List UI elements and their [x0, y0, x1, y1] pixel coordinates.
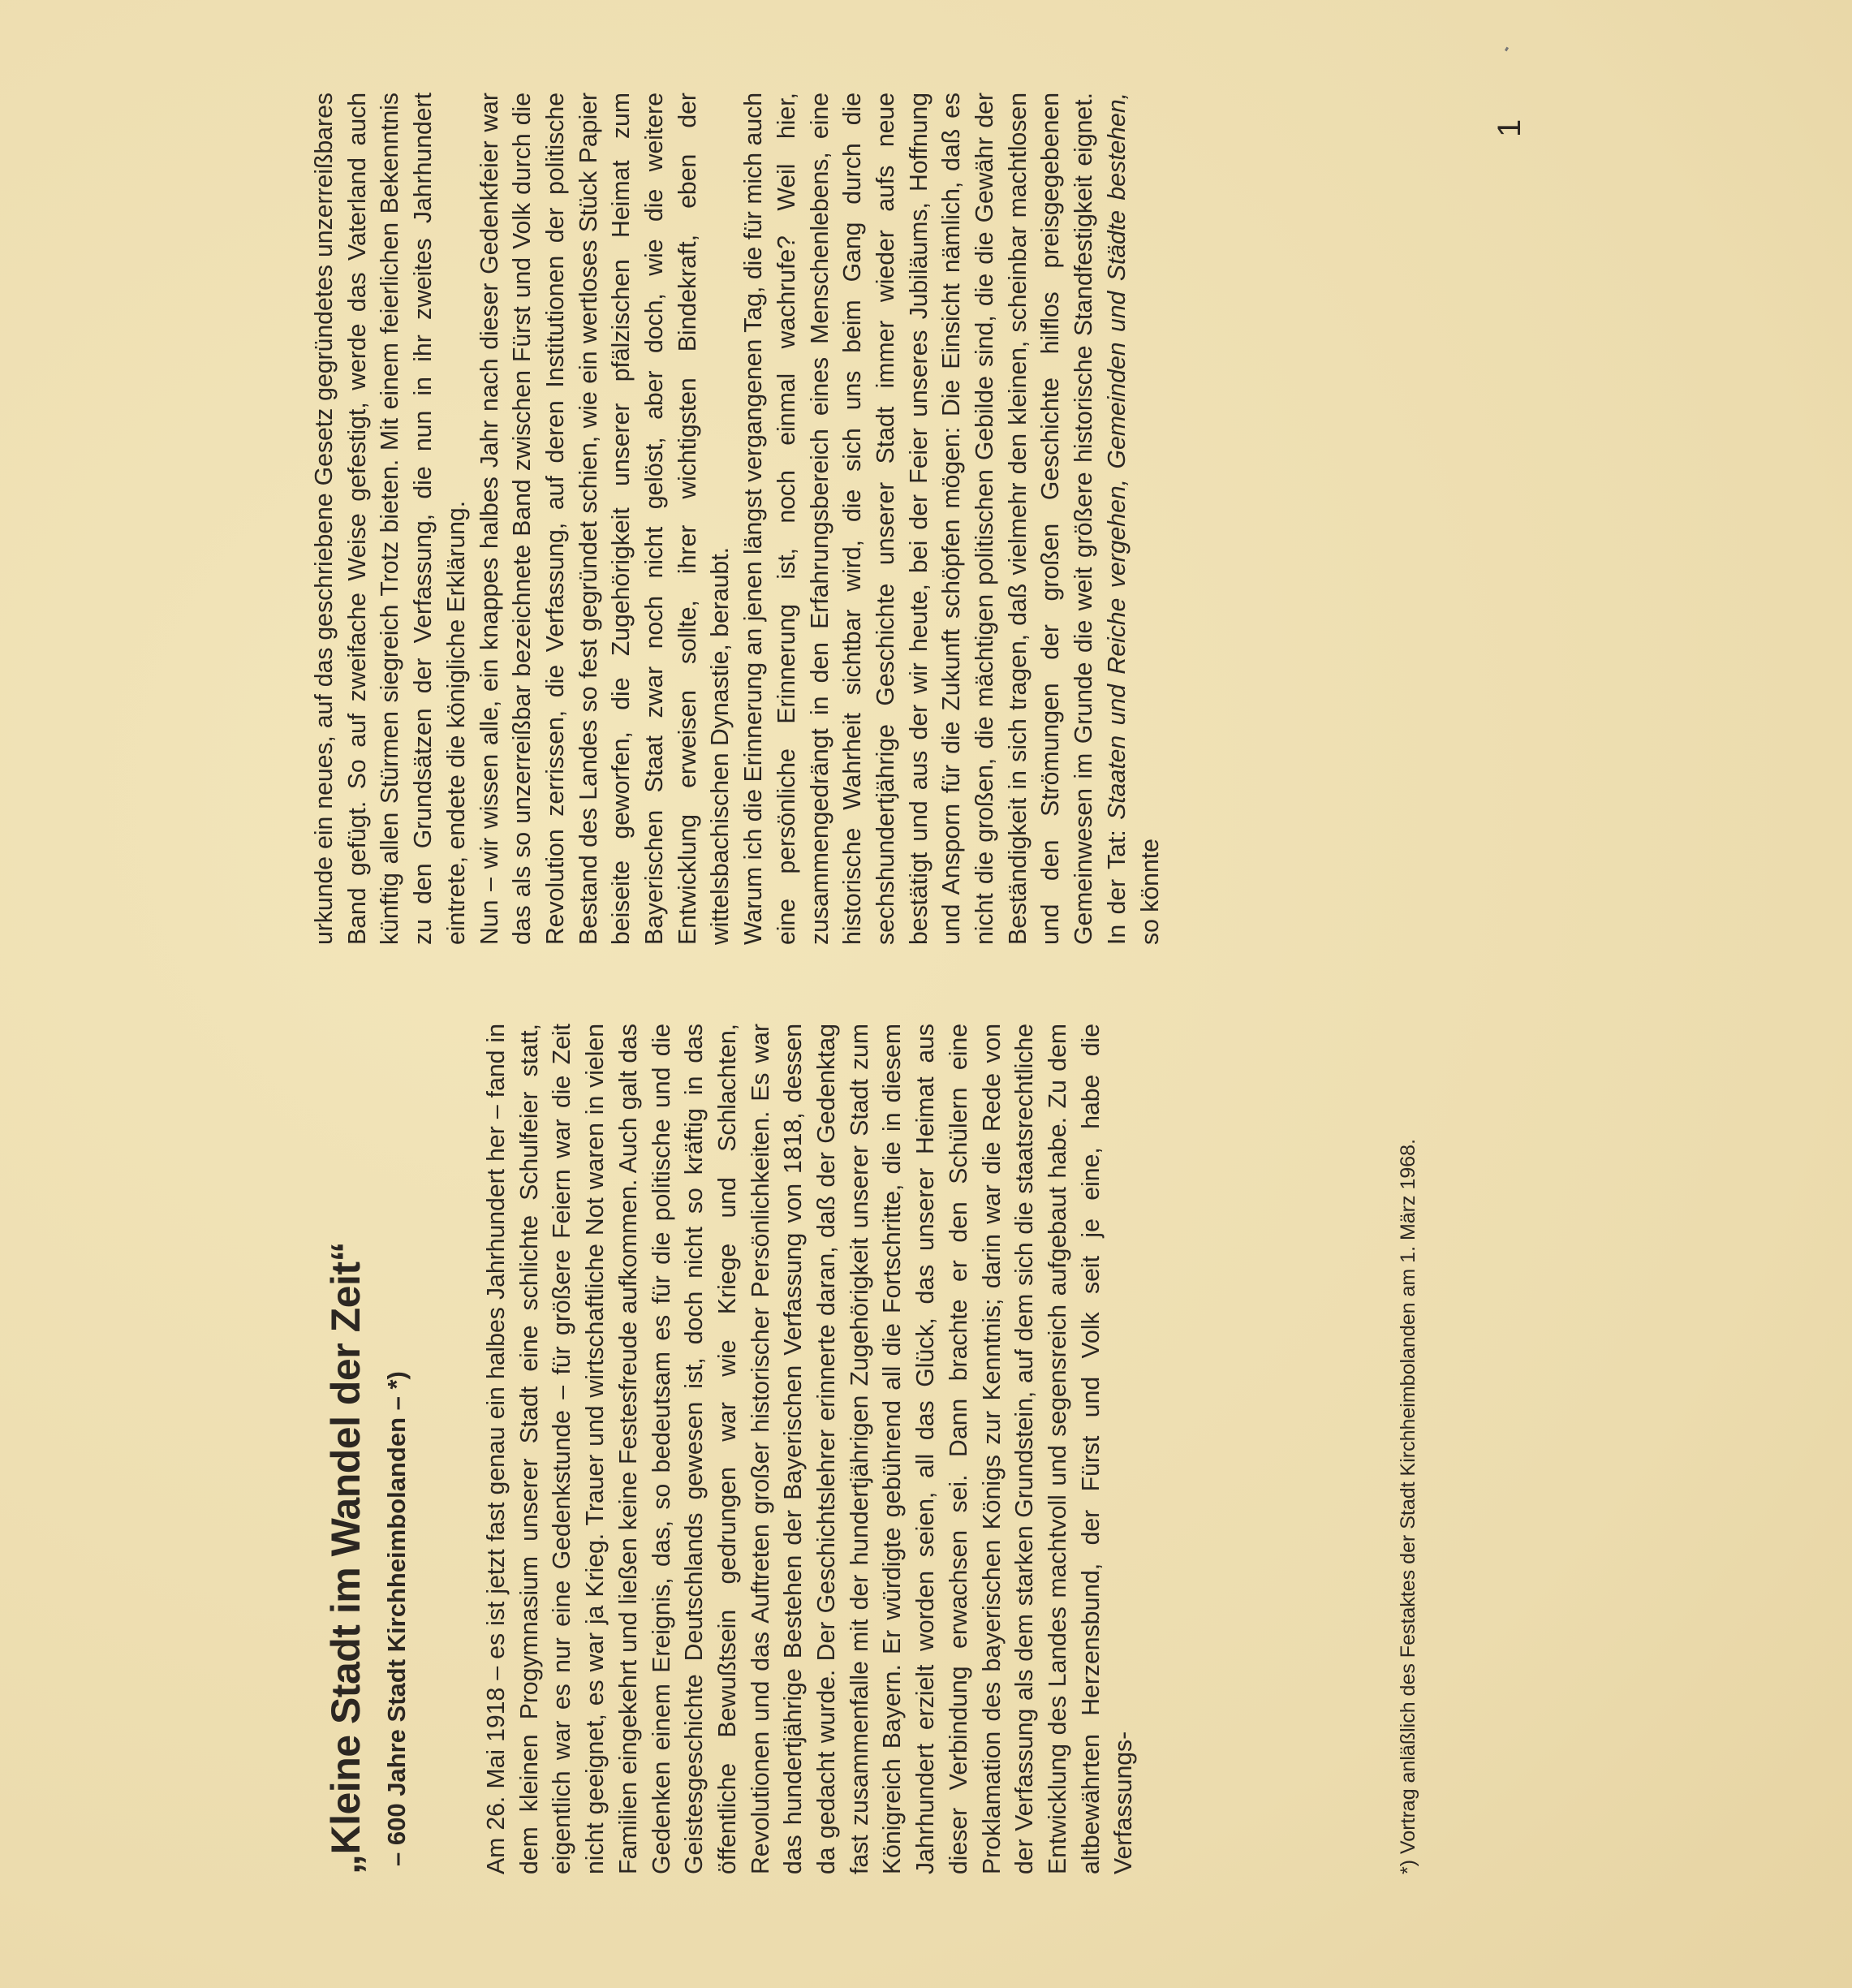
paragraph-text-end: so könnte: [1136, 839, 1164, 945]
paragraph: Am 26. Mai 1918 – es ist jetzt fast genau ein halbes Jahrhundert her – fand in dem kleinen Progymnasium unserer Stadt eine schlichte Schulfeier statt, eigentlich war es nur eine Gedenkstunde – für größere Feiern war die Zeit nicht geeignet, es war ja Krieg. Trauer und wirtschaftliche Not waren in vielen Familien eingekehrt und ließen keine Festesfreude aufkommen. Auch galt das Gedenken einem Ereignis, das, so bedeutsam es für die politische und die Geistesgeschichte Deutschlands gewesen ist, doch nicht so kräftig in das öffentliche Bewußtsein gedrungen war wie Kriege und Schlachten, Revolutionen und das Auftreten großer historischer Persönlichkeiten. Es war das hundertjährige Bestehen der Bayerischen Verfassung von 1818, dessen da gedacht wurde. Der Geschichtslehrer erinnerte daran, daß der Gedenktag fast zusammenfalle mit der hundertjährigen Zugehörigkeit unserer Stadt zum Königreich Bayern. Er würdigte gebührend all die Fortschritte, die in diesem Jahrhundert erzielt worden seien, all das Glück, das unserer Heimat aus dieser Verbindung erwachsen sei. Dann brachte er den Schülern eine Proklamation des bayerischen Königs zur Kenntnis; darin war die Rede von der Verfassung als dem starken Grundstein, auf dem sich die staatsrechtliche Entwicklung des Landes machtvoll und segensreich aufgebaut habe. Zu dem altbewährten Herzensbund, der Fürst und Volk seit je eine, habe die Verfassungs-: [483, 1024, 1138, 1874]
paragraph: Nun – wir wissen alle, ein knappes halbes Jahr nach dieser Gedenkfeier war das als so unzerreißbar bezeichnete Band zwischen Fürst und Volk durch die Revolution zerrissen, die Verfassung, auf deren Institutionen der politische Bestand des Landes so fest gegründet schien, wie ein wertloses Stück Papier beiseite geworfen, die Zugehörigkeit unserer pfälzischen Heimat zum Bayerischen Staat zwar noch nicht gelöst, aber doch, wie die weitere Entwicklung erweisen sollte, ihrer wichtigsten Bindekraft, eben der wittelsbachischen Dynastie, beraubt.: [476, 93, 734, 945]
text-column-right: [308, 93, 1167, 945]
footnote: *) Vortrag anläßlich des Festaktes der Stadt Kirchheimbolanden am 1. März 1968.: [1397, 1138, 1419, 1874]
text-column-left: [480, 1024, 1141, 1874]
paragraph: urkunde ein neues, auf das geschriebene Gesetz gegründetes unzerreißbares Band gefügt. So auf zweifache Weise gefestigt, werde das Vaterland auch künftig allen Stürmen siegreich Trotz bieten. Mit einem feierlichen Bekenntnis zu den Grundsätzen der Verfassung, die nun in ihr zweites Jahrhundert eintrete, endete die königliche Erklärung.: [311, 93, 470, 945]
paragraph: [738, 93, 1167, 945]
page-number: 1: [1492, 119, 1527, 137]
quote-italic: Staaten und Reiche vergehen, Gemeinden und Städte bestehen,: [1103, 92, 1131, 820]
article-subtitle: – 600 Jahre Stadt Kirchheimbolanden – *): [382, 1371, 411, 1866]
paragraph-text: Warum ich die Erinnerung an jenen längst vergangenen Tag, die für mich auch eine persönliche Erinnerung ist, noch einmal wachrufe? Weil hier, zusammengedrängt in den Erfahrungsbereich eines Menschenlebens, eine historische Wahrheit sichtbar wird, die sich uns beim Gang durch die sechshundertjährige Geschichte unserer Stadt immer wieder aufs neue bestätigt und aus der wir heute, bei der Feier unseres Jubiläums, Hoffnung und Ansporn für die Zukunft schöpfen mögen: Die Einsicht nämlich, daß es nicht die großen, die mächtigen politischen Gebilde sind, die die Gewähr der Beständigkeit in sich tragen, daß vielmehr den kleinen, scheinbar machtlosen und den Strömungen der großen Geschichte hilflos preisgegebenen Gemeinwesen im Grunde die weit größere historische Standfestigkeit eignet. In der Tat:: [740, 93, 1131, 945]
article-title: „Kleine Stadt im Wandel der Zeit“: [323, 1242, 368, 1874]
